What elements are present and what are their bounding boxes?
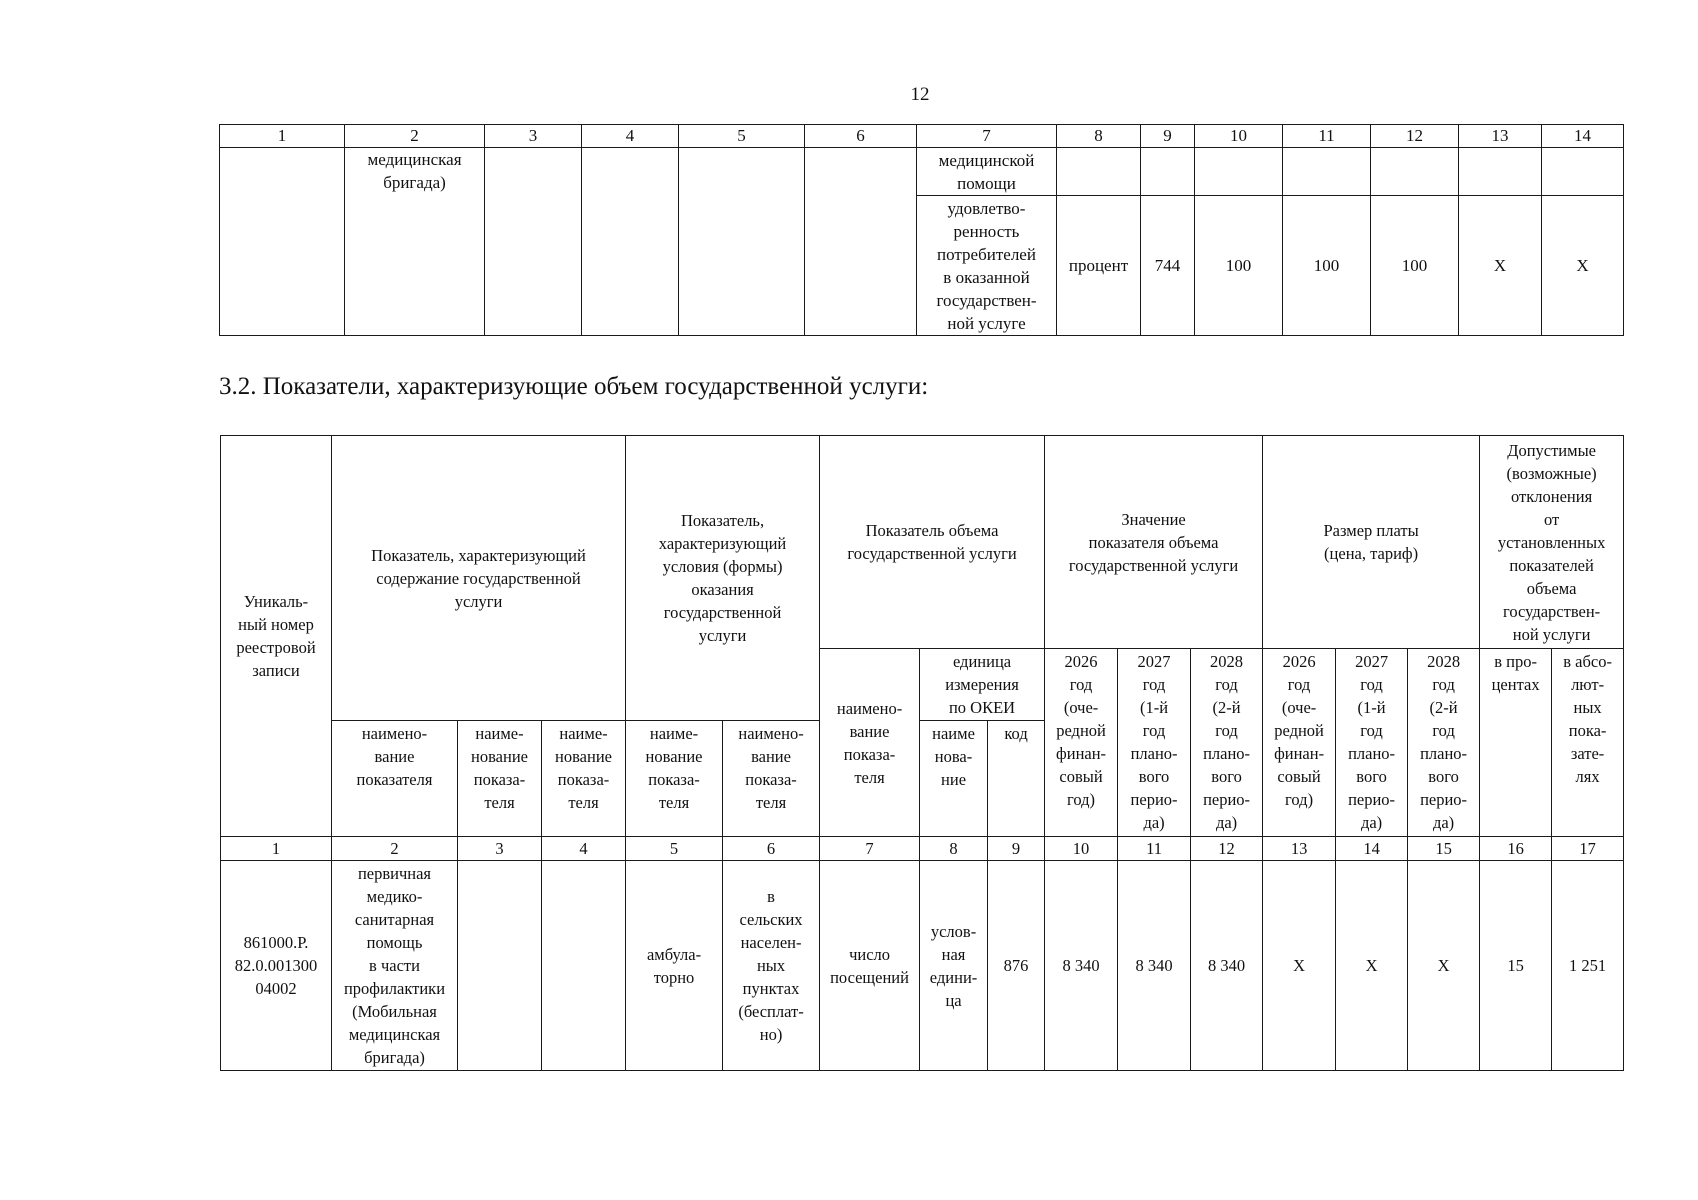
fee-2026-cell: Х bbox=[1263, 861, 1336, 1071]
column-number: 6 bbox=[805, 125, 917, 148]
content-name-1-header: наимено- вание показателя bbox=[332, 721, 458, 837]
table-cell bbox=[679, 148, 805, 336]
deviation-cell: Х bbox=[1459, 196, 1542, 336]
content-name-2-header: наиме- нование показа- теля bbox=[458, 721, 542, 837]
table-cell bbox=[1141, 148, 1195, 196]
column-number: 12 bbox=[1191, 837, 1263, 861]
column-number: 5 bbox=[626, 837, 723, 861]
quality-indicators-table bbox=[219, 124, 1624, 336]
column-number: 4 bbox=[582, 125, 679, 148]
value-2028-cell: 8 340 bbox=[1191, 861, 1263, 1071]
indicator-name-cell: удовлетво- ренность потребителей в оказанной государствен- ной услуге bbox=[917, 196, 1057, 336]
column-number: 13 bbox=[1459, 125, 1542, 148]
content-name-cell bbox=[458, 861, 542, 1071]
table-cell bbox=[582, 148, 679, 336]
value-cell: 100 bbox=[1371, 196, 1459, 336]
column-number: 11 bbox=[1118, 837, 1191, 861]
value-header: Значение показателя объема государственной услуги bbox=[1045, 436, 1263, 649]
column-number: 14 bbox=[1542, 125, 1624, 148]
column-number: 2 bbox=[345, 125, 485, 148]
column-number: 10 bbox=[1195, 125, 1283, 148]
header-row-groups bbox=[221, 436, 1624, 649]
column-number: 8 bbox=[1057, 125, 1141, 148]
unique-number-header: Уникаль- ный номер реестровой записи bbox=[221, 436, 332, 837]
column-number: 8 bbox=[920, 837, 988, 861]
deviation-absolute-header: в абсо- лют- ных пока- зате- лях bbox=[1552, 649, 1624, 837]
column-number: 12 bbox=[1371, 125, 1459, 148]
column-number: 13 bbox=[1263, 837, 1336, 861]
column-number: 15 bbox=[1408, 837, 1480, 861]
fee-2028-header: 2028 год (2-й год плано- вого перио- да) bbox=[1408, 649, 1480, 837]
deviation-percent-cell: 15 bbox=[1480, 861, 1552, 1071]
column-number: 1 bbox=[221, 837, 332, 861]
table-cell bbox=[1459, 148, 1542, 196]
fee-2027-header: 2027 год (1-й год плано- вого перио- да) bbox=[1336, 649, 1408, 837]
condition-name-cell: в сельских населен- ных пунктах (бесплат- но) bbox=[723, 861, 820, 1071]
content-name-3-header: наиме- нование показа- теля bbox=[542, 721, 626, 837]
okei-name-cell: услов- ная едини- ца bbox=[920, 861, 988, 1071]
table-cell bbox=[485, 148, 582, 336]
column-number: 17 bbox=[1552, 837, 1624, 861]
conditions-indicator-header: Показатель, характеризующий условия (формы) оказания государственной услуги bbox=[626, 436, 820, 721]
value-2028-header: 2028 год (2-й год плано- вого перио- да) bbox=[1191, 649, 1263, 837]
okei-code-header: код bbox=[988, 721, 1045, 837]
column-number: 6 bbox=[723, 837, 820, 861]
deviations-header: Допустимые (возможные) отклонения от установленных показателей объема государствен- ной услуги bbox=[1480, 436, 1624, 649]
column-number: 3 bbox=[485, 125, 582, 148]
column-number: 9 bbox=[1141, 125, 1195, 148]
column-number: 4 bbox=[542, 837, 626, 861]
column-number: 7 bbox=[917, 125, 1057, 148]
table-row bbox=[220, 148, 1624, 196]
column-number: 10 bbox=[1045, 837, 1118, 861]
condition-name-cell: амбула- торно bbox=[626, 861, 723, 1071]
content-name-cell: первичная медико- санитарная помощь в части профилактики (Мобильная медицинская бригада) bbox=[332, 861, 458, 1071]
value-cell: 100 bbox=[1283, 196, 1371, 336]
fee-2026-header: 2026 год (оче- редной финан- совый год) bbox=[1263, 649, 1336, 837]
table-header-row bbox=[220, 125, 1624, 148]
value-cell: 100 bbox=[1195, 196, 1283, 336]
table-cell bbox=[805, 148, 917, 336]
okei-code-cell: 876 bbox=[988, 861, 1045, 1071]
table-cell bbox=[1195, 148, 1283, 196]
table-cell bbox=[1057, 148, 1141, 196]
value-2026-cell: 8 340 bbox=[1045, 861, 1118, 1071]
deviation-absolute-cell: 1 251 bbox=[1552, 861, 1624, 1071]
column-number-row bbox=[221, 837, 1624, 861]
column-number: 1 bbox=[220, 125, 345, 148]
column-number: 14 bbox=[1336, 837, 1408, 861]
volume-indicator-header: Показатель объема государственной услуги bbox=[820, 436, 1045, 649]
fee-2028-cell: Х bbox=[1408, 861, 1480, 1071]
value-2027-cell: 8 340 bbox=[1118, 861, 1191, 1071]
unit-name-cell: процент bbox=[1057, 196, 1141, 336]
deviation-percent-header: в про- центах bbox=[1480, 649, 1552, 837]
okei-unit-header: единица измерения по ОКЕИ bbox=[920, 649, 1045, 721]
column-number: 7 bbox=[820, 837, 920, 861]
table-row bbox=[221, 861, 1624, 1071]
service-content-cell: медицинская бригада) bbox=[345, 148, 485, 336]
value-2027-header: 2027 год (1-й год плано- вого перио- да) bbox=[1118, 649, 1191, 837]
table-cell bbox=[1542, 148, 1624, 196]
column-number: 9 bbox=[988, 837, 1045, 861]
volume-indicators-table bbox=[220, 435, 1624, 1071]
column-number: 11 bbox=[1283, 125, 1371, 148]
page-number: 12 bbox=[910, 84, 930, 105]
content-indicator-header: Показатель, характеризующий содержание государственной услуги bbox=[332, 436, 626, 721]
okei-name-header: наиме нова- ние bbox=[920, 721, 988, 837]
volume-indicator-name-header: наимено- вание показа- теля bbox=[820, 649, 920, 837]
value-2026-header: 2026 год (оче- редной финан- совый год) bbox=[1045, 649, 1118, 837]
section-heading: 3.2. Показатели, характеризующие объем государственной услуги: bbox=[219, 373, 929, 400]
table-cell bbox=[1371, 148, 1459, 196]
okei-code-cell: 744 bbox=[1141, 196, 1195, 336]
column-number: 5 bbox=[679, 125, 805, 148]
column-number: 3 bbox=[458, 837, 542, 861]
unique-number-cell: 861000.Р. 82.0.001300 04002 bbox=[221, 861, 332, 1071]
column-number: 2 bbox=[332, 837, 458, 861]
content-name-cell bbox=[542, 861, 626, 1071]
column-number: 16 bbox=[1480, 837, 1552, 861]
table-cell bbox=[220, 148, 345, 336]
fee-2027-cell: Х bbox=[1336, 861, 1408, 1071]
condition-name-1-header: наиме- нование показа- теля bbox=[626, 721, 723, 837]
volume-indicator-cell: число посещений bbox=[820, 861, 920, 1071]
deviation-cell: Х bbox=[1542, 196, 1624, 336]
condition-name-2-header: наимено- вание показа- теля bbox=[723, 721, 820, 837]
fee-header: Размер платы (цена, тариф) bbox=[1263, 436, 1480, 649]
table-cell bbox=[1283, 148, 1371, 196]
indicator-name-cell: медицинской помощи bbox=[917, 148, 1057, 196]
